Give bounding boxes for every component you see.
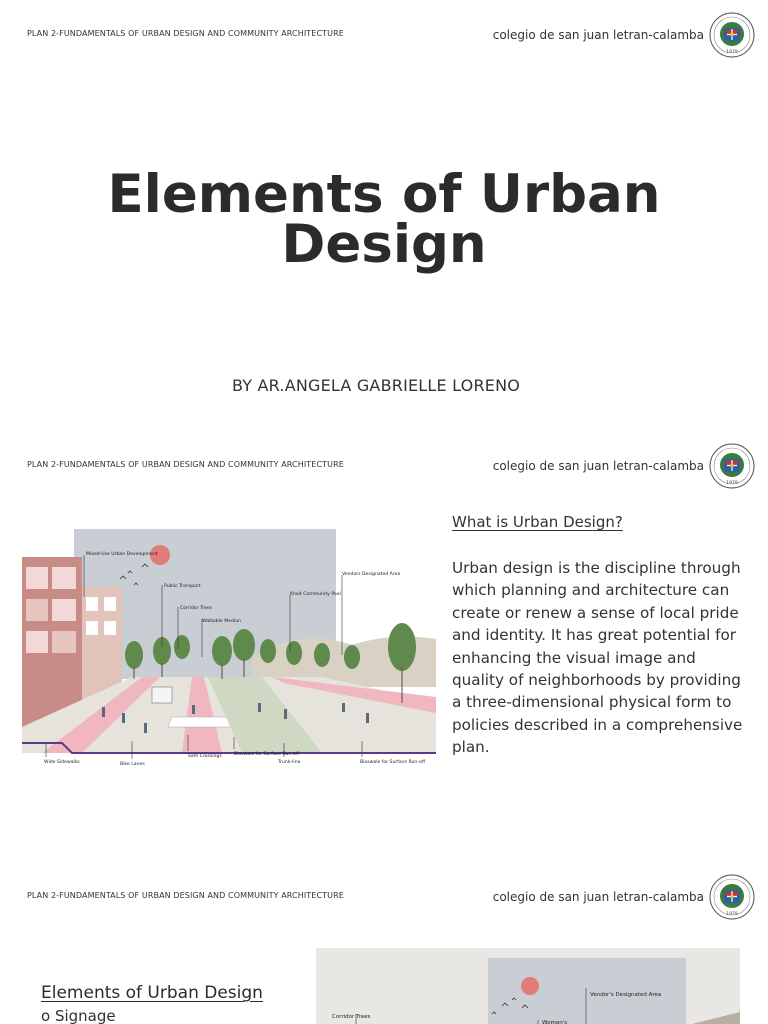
svg-text:1979: 1979 bbox=[726, 481, 738, 486]
urban-street-illustration bbox=[22, 527, 436, 773]
label-safe-crossings: Safe Crossings bbox=[188, 754, 222, 759]
author-line: BY AR.ANGELA GABRIELLE LORENO bbox=[231, 376, 521, 395]
label-mixed-use: Mixed-Use Urban Development bbox=[86, 552, 158, 557]
title-line-2: Design bbox=[281, 214, 487, 275]
course-header: PLAN 2-FUNDAMENTALS OF URBAN DESIGN AND COMMUNITY ARCHITECTURE bbox=[27, 891, 344, 900]
label-wide-sidewalks: Wide Sidewalks bbox=[44, 760, 80, 765]
school-name: colegio de san juan letran-calamba bbox=[492, 28, 704, 42]
label-khoit-pool: Khoit Community Pool bbox=[290, 592, 341, 597]
body-paragraph: Urban design is the discipline through which planning and architecture can create or renew a sense of local pride and identity. It has great potential for enhancing the visual image and quality of neighborhoods by providing a three-dimensional physical form to policies described in a comprehensive plan. bbox=[452, 559, 743, 757]
urban-street-illustration-2 bbox=[316, 948, 740, 1024]
school-seal-icon bbox=[709, 12, 755, 58]
label-vendors-2: Vendor's Designated Area bbox=[590, 992, 662, 998]
label-bioswale-1: Bioswale for Surface Run-off bbox=[234, 752, 300, 757]
label-public-transport: Public Transport bbox=[164, 584, 201, 589]
school-seal-icon bbox=[709, 874, 755, 920]
school-seal-icon bbox=[709, 443, 755, 489]
section-heading: What is Urban Design? bbox=[452, 513, 623, 531]
svg-text:1979: 1979 bbox=[726, 912, 738, 917]
school-name: colegio de san juan letran-calamba bbox=[492, 459, 704, 473]
label-womens: Women's bbox=[542, 1020, 568, 1024]
label-bioswale-2: Bioswale for Surface Run-off bbox=[360, 760, 426, 765]
seal-year: 1979 bbox=[726, 50, 738, 55]
course-header: PLAN 2-FUNDAMENTALS OF URBAN DESIGN AND COMMUNITY ARCHITECTURE bbox=[27, 29, 344, 38]
label-corridor-trees: Corridor Trees bbox=[180, 606, 213, 611]
label-walkable-median: Walkable Median bbox=[202, 619, 241, 624]
label-trunk-line: Trunk-line bbox=[278, 760, 301, 765]
title-line-1: Elements of Urban bbox=[107, 164, 661, 225]
list-item-signage: o Signage bbox=[41, 1007, 116, 1024]
label-corridor-trees-2: Corridor Trees bbox=[332, 1014, 371, 1020]
label-vendors: Vendors Designated Area bbox=[342, 572, 401, 577]
slide-elements bbox=[0, 862, 768, 1024]
slide-what-is-urban-design bbox=[0, 431, 768, 862]
slide-title bbox=[0, 0, 768, 431]
label-bike-lanes: Bike Lanes bbox=[120, 762, 145, 767]
school-name: colegio de san juan letran-calamba bbox=[492, 890, 704, 904]
page-title bbox=[0, 164, 768, 275]
elements-heading: Elements of Urban Design bbox=[41, 983, 263, 1003]
course-header: PLAN 2-FUNDAMENTALS OF URBAN DESIGN AND COMMUNITY ARCHITECTURE bbox=[27, 460, 344, 469]
